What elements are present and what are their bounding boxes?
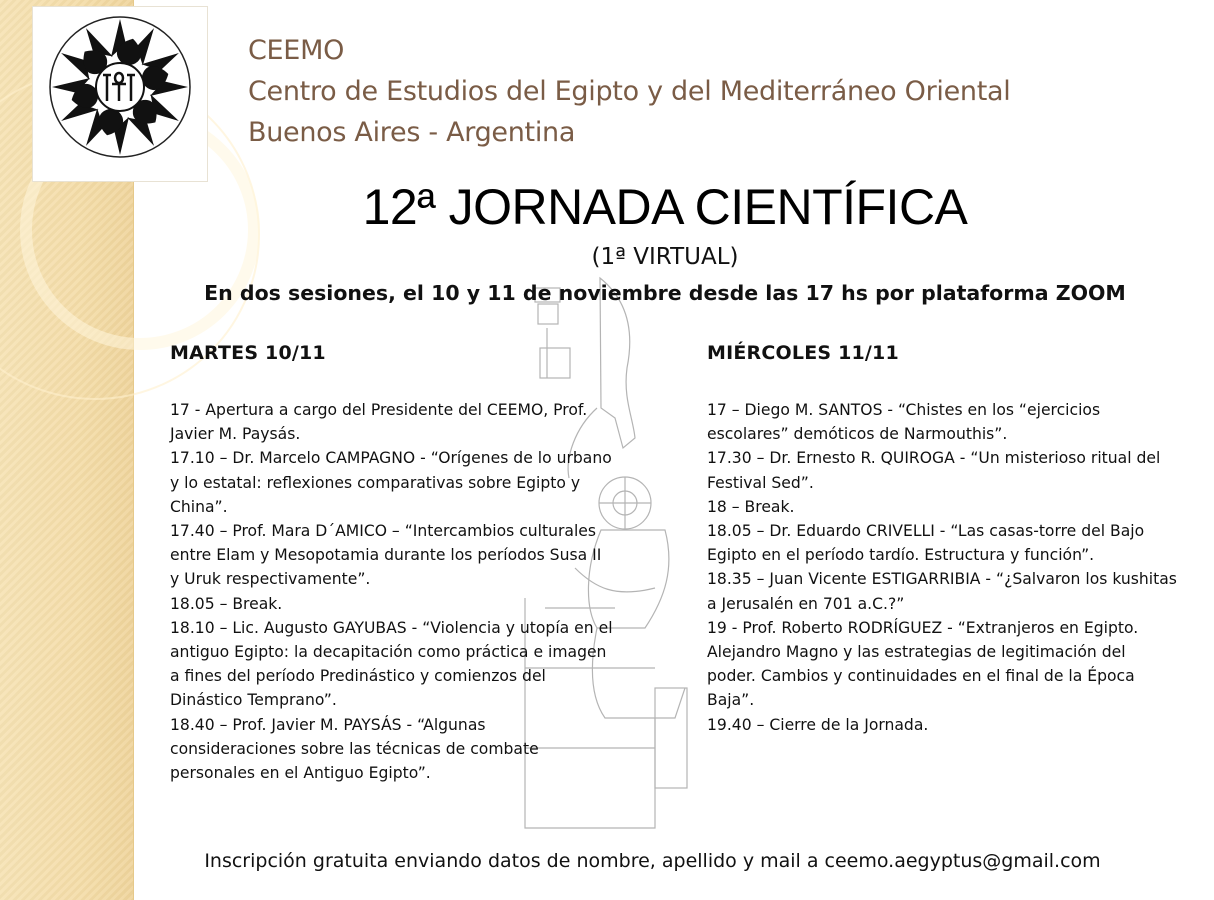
schedule-entry: 19 - Prof. Roberto RODRÍGUEZ - “Extranjeros en Egipto. Alejandro Magno y las estrategias de legitimación del poder. Cambios y continuidades en el final de la Época Baja”.: [707, 618, 1139, 710]
registration-footer: Inscripción gratuita enviando datos de nombre, apellido y mail a ceemo.aegyptus@gmail.com: [204, 850, 1101, 872]
wednesday-heading: MIÉRCOLES 11/11: [707, 342, 899, 364]
schedule-entry: 17.40 – Prof. Mara D´AMICO – “Intercambios culturales entre Elam y Mesopotamia durante los períodos Susa II y Uruk respectivamente”.: [170, 522, 602, 589]
event-subtitle: (1ª VIRTUAL): [591, 244, 739, 270]
schedule-entry: 18.35 – Juan Vicente ESTIGARRIBIA - “¿Salvaron los kushitas a Jerusalén en 701 a.C.?”: [707, 570, 1177, 613]
tuesday-heading: MARTES 10/11: [170, 342, 326, 364]
schedule-wednesday: [707, 342, 1177, 737]
schedule-tuesday: [170, 342, 615, 785]
schedule-entry: 17.30 – Dr. Ernesto R. QUIROGA - “Un misterioso ritual del Festival Sed”.: [707, 449, 1161, 492]
schedule-entry: 19.40 – Cierre de la Jornada.: [707, 715, 929, 734]
schedule-entry: 18.05 – Break.: [170, 594, 283, 613]
header-location: Buenos Aires - Argentina: [248, 117, 576, 148]
institution-header: [248, 30, 1010, 153]
sessions-info: En dos sesiones, el 10 y 11 de noviembre desde las 17 hs por plataforma ZOOM: [204, 281, 1126, 305]
event-title: 12ª JORNADA CIENTÍFICA: [362, 179, 968, 235]
schedule-entry: 17 – Diego M. SANTOS - “Chistes en los “ejercicios escolares” demóticos de Narmouthis”.: [707, 401, 1101, 444]
header-full-name: Centro de Estudios del Egipto y del Mediterráneo Oriental: [248, 76, 1011, 107]
schedule-entry: 18.05 – Dr. Eduardo CRIVELLI - “Las casas-torre del Bajo Egipto en el período tardío. Estructura y función”.: [707, 522, 1145, 565]
schedule-entry: 18 – Break.: [707, 497, 795, 516]
schedule-entry: 18.40 – Prof. Javier M. PAYSÁS - “Algunas consideraciones sobre las técnicas de combate personales en el Antiguo Egipto”.: [170, 715, 539, 783]
schedule-entry: 18.10 – Lic. Augusto GAYUBAS - “Violencia y utopía en el antiguo Egipto: la decapitación como práctica e imagen a fines del período Predinástico y comienzos del Dinástico Temprano”.: [170, 618, 613, 710]
schedule-entry: 17 - Apertura a cargo del Presidente del CEEMO, Prof. Javier M. Paysás.: [170, 401, 588, 444]
ceemo-logo: [32, 6, 208, 182]
ceemo-emblem-icon: [33, 7, 207, 181]
header-acronym: CEEMO: [248, 35, 345, 66]
schedule-entry: 17.10 – Dr. Marcelo CAMPAGNO - “Orígenes de lo urbano y lo estatal: reflexiones comparativas sobre Egipto y China”.: [170, 449, 612, 516]
